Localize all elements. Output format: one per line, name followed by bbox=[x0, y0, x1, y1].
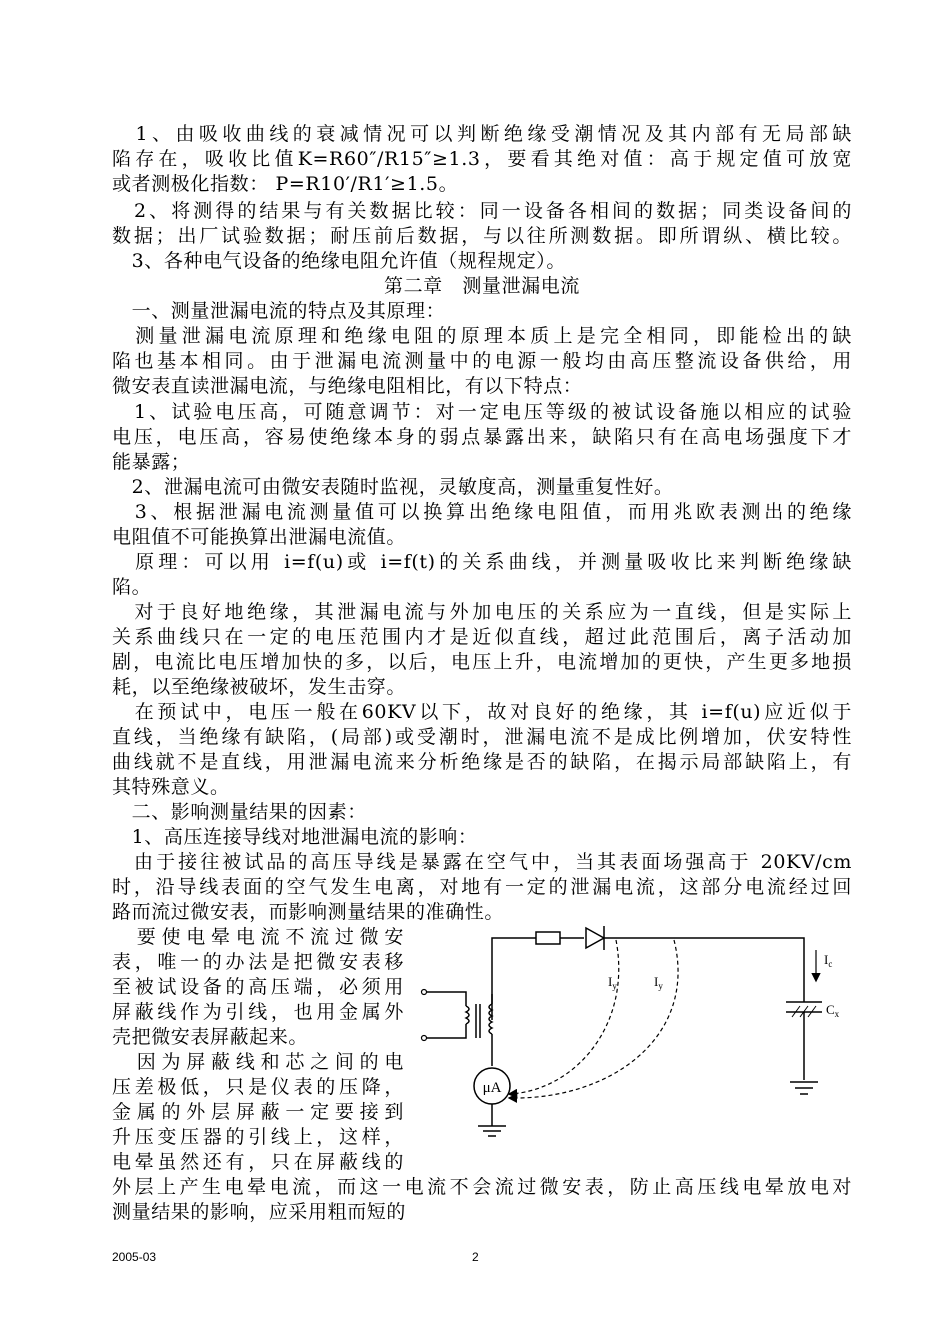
side-paragraph-line: 至被试设备的高压端，必须用 bbox=[112, 976, 404, 998]
side-paragraph-line: 表，唯一的办法是把微安表移 bbox=[112, 951, 404, 973]
side-paragraph-line: 壳把微安表屏蔽起来。 bbox=[112, 1026, 309, 1048]
paragraph-line: 对于良好地绝缘，其泄漏电流与外加电压的关系应为一直线，但是实际上 bbox=[112, 601, 852, 623]
paragraph-line: 能暴露； bbox=[112, 451, 191, 473]
paragraph-line: 1、由吸收曲线的衰减情况可以判断绝缘受潮情况及其内部有无局部缺 bbox=[112, 123, 852, 145]
resistor bbox=[536, 932, 560, 944]
paragraph-line: 时，沿导线表面的空气发生电离，对地有一定的泄漏电流，这部分电流经过回 bbox=[112, 876, 852, 898]
paragraph-line: 原理：可以用 i=f(u)或 i=f(t)的关系曲线，并测量吸收比来判断绝缘缺 bbox=[112, 551, 852, 573]
paragraph-line: 测量结果的影响，应采用粗而短的 bbox=[112, 1201, 407, 1223]
paragraph-line: 关系曲线只在一定的电压范围内才是近似直线，超过此范围后，离子活动加 bbox=[112, 626, 852, 648]
iy-leakage-path-1 bbox=[510, 940, 619, 1094]
footer-date: 2005-03 bbox=[112, 1250, 157, 1264]
microammeter-label: μA bbox=[482, 1080, 502, 1096]
paragraph-line: 3、各种电气设备的绝缘电阻允许值（规程规定）。 bbox=[112, 250, 566, 272]
cx-label: $C_x$ bbox=[826, 1002, 840, 1019]
ic-label: $I_c$ bbox=[824, 952, 833, 969]
paragraph-line: 路而流过微安表，而影响测量结果的准确性。 bbox=[112, 901, 505, 923]
paragraph-line: 或者测极化指数： P=R10′/R1′≥1.5。 bbox=[112, 173, 459, 195]
paragraph-line: 2、泄漏电流可由微安表随时监视，灵敏度高，测量重复性好。 bbox=[112, 476, 674, 498]
paragraph-line: 陷也基本相同。由于泄漏电流测量中的电源一般均由高压整流设备供给，用 bbox=[112, 350, 852, 372]
section-heading: 一、测量泄漏电流的特点及其原理： bbox=[112, 300, 446, 322]
ground-symbol-icon bbox=[478, 1104, 506, 1136]
side-paragraph-line: 因为屏蔽线和芯之间的电 bbox=[112, 1051, 404, 1073]
paragraph-line: 微安表直读泄漏电流，与绝缘电阻相比，有以下特点： bbox=[112, 375, 583, 397]
paragraph-line: 剧，电流比电压增加快的多，以后，电压上升，电流增加的更快，产生更多地损 bbox=[112, 651, 852, 673]
paragraph-line: 2、将测得的结果与有关数据比较：同一设备各相间的数据；同类设备间的 bbox=[112, 200, 852, 222]
paragraph-line: 3、根据泄漏电流测量值可以换算出绝缘电阻值，而用兆欧表测出的绝缘 bbox=[112, 501, 852, 523]
transformer bbox=[424, 992, 492, 1066]
paragraph-line: 耗，以至绝缘被破坏，发生击穿。 bbox=[112, 676, 407, 698]
diode bbox=[586, 926, 604, 950]
paragraph-line: 直线，当绝缘有缺陷，(局部)或受潮时，泄漏电流不是成比例增加，伏安特性 bbox=[112, 726, 852, 748]
iy-label-1: $I_y$ bbox=[608, 974, 617, 991]
input-terminal-icon bbox=[422, 990, 427, 995]
paragraph-line: 电阻值不可能换算出泄漏电流值。 bbox=[112, 526, 407, 548]
paragraph-line: 曲线就不是直线，用泄漏电流来分析绝缘是否的缺陷，在揭示局部缺陷上，有 bbox=[112, 751, 852, 773]
input-terminal-icon bbox=[422, 1036, 427, 1041]
paragraph-line: 测量泄漏电流原理和绝缘电阻的原理本质上是完全相同，即能检出的缺 bbox=[112, 325, 852, 347]
side-paragraph-line: 屏蔽线作为引线，也用金属外 bbox=[112, 1001, 404, 1023]
page-number: 2 bbox=[472, 1250, 479, 1264]
paragraph-line: 陷存在，吸收比值K=R60″/R15″≥1.3，要看其绝对值：高于规定值可放宽 bbox=[112, 148, 852, 170]
side-paragraph-line: 要使电晕电流不流过微安 bbox=[112, 926, 404, 948]
ground-symbol-icon bbox=[790, 1082, 818, 1094]
side-paragraph-line: 升压变压器的引线上，这样， bbox=[112, 1126, 404, 1148]
side-paragraph-line: 金属的外层屏蔽一定要接到 bbox=[112, 1101, 404, 1123]
iy-leakage-path-2 bbox=[510, 940, 678, 1098]
paragraph-line: 电压，电压高，容易使绝缘本身的弱点暴露出来，缺陷只有在高电场强度下才 bbox=[112, 426, 852, 448]
section-heading: 二、影响测量结果的因素： bbox=[112, 801, 367, 823]
paragraph-line: 其特殊意义。 bbox=[112, 776, 230, 798]
subsection-heading: 1、高压连接导线对地泄漏电流的影响： bbox=[112, 826, 478, 848]
paragraph-line: 外层上产生电晕电流，而这一电流不会流过微安表，防止高压线电晕放电对 bbox=[112, 1176, 852, 1198]
paragraph-line: 数据；出厂试验数据；耐压前后数据，与以往所测数据。即所谓纵、横比较。 bbox=[112, 225, 852, 247]
leakage-current-circuit-diagram bbox=[416, 914, 856, 1150]
side-paragraph-line: 压差极低，只是仪表的压降， bbox=[112, 1076, 404, 1098]
capacitor-icon bbox=[786, 984, 822, 1080]
paragraph-line: 陷。 bbox=[112, 576, 152, 598]
side-paragraph-line: 电晕虽然还有，只在屏蔽线的 bbox=[112, 1151, 404, 1173]
paragraph-line: 1、试验电压高，可随意调节：对一定电压等级的被试设备施以相应的试验 bbox=[112, 401, 852, 423]
paragraph-line: 由于接往被试品的高压导线是暴露在空气中，当其表面场强高于 20KV/cm bbox=[112, 851, 852, 873]
iy-label-2: $I_y$ bbox=[654, 974, 663, 991]
top-wire bbox=[492, 938, 804, 1020]
paragraph-line: 在预试中，电压一般在60KV以下，故对良好的绝缘，其 i=f(u)应近似于 bbox=[112, 701, 852, 723]
chapter-heading: 第二章 测量泄漏电流 bbox=[383, 275, 580, 297]
